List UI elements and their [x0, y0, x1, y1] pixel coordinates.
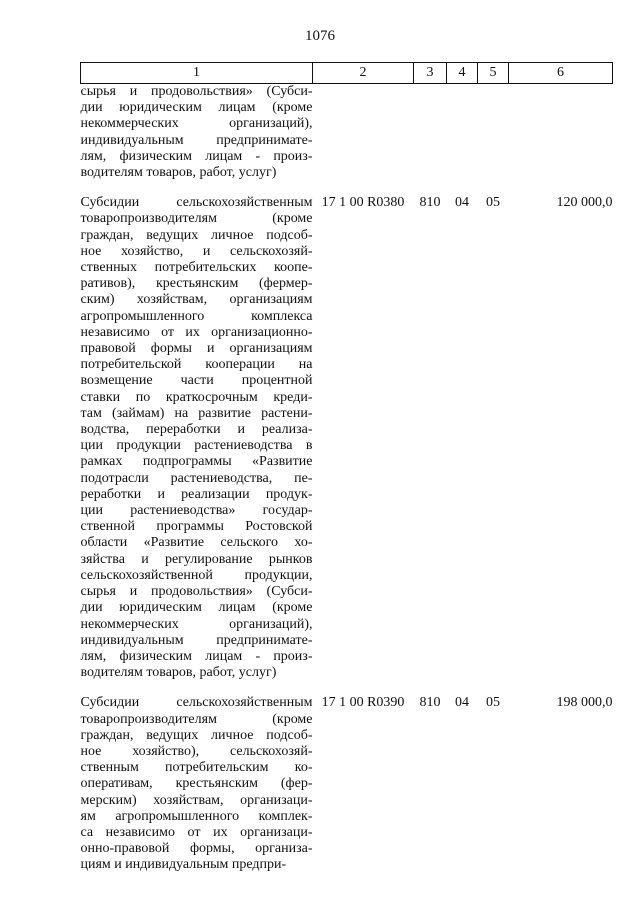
expense-name-line: сельскохозяйственной продукции, — [80, 567, 313, 583]
expense-name-cell — [81, 195, 313, 681]
subsection-code — [478, 84, 509, 182]
expense-name-line: независимо от их организационно- — [80, 324, 313, 340]
column-header: 4 — [447, 63, 478, 84]
subsection-code: 05 — [486, 695, 500, 711]
amount-value: 120 000,0 — [556, 195, 613, 211]
expense-name-line: ям агропромышленного комплек- — [80, 808, 313, 824]
expense-name-line: лям, физическим лицам - произ- — [80, 148, 313, 164]
column-header: 2 — [313, 63, 414, 84]
expense-name-line: циям и индивидуальным предпри- — [80, 857, 287, 873]
table-header-row — [81, 63, 613, 84]
table-row — [81, 195, 613, 681]
expense-name-line: ное хозяйство), сельскохозяй- — [80, 743, 313, 759]
expense-name-line: ное хозяйство, и сельскохозяй- — [80, 243, 313, 259]
expense-name-line: са независимо от их организаци- — [80, 824, 313, 840]
expense-name-line: водителям товаров, работ, услуг) — [80, 165, 277, 181]
expense-name-line: сырья и продовольствия» (Субси- — [80, 84, 313, 99]
expense-name-line: индивидуальным предпринимате- — [80, 132, 313, 148]
expense-name-line: граждан, ведущих личное подсоб- — [80, 727, 313, 743]
expense-name-line: ции продукции растениеводства в — [80, 438, 313, 454]
expense-name-line: индивидуальным предпринимате- — [80, 632, 313, 648]
section-code: 04 — [455, 195, 469, 211]
expense-name-line: ции растениеводства» государ- — [80, 503, 313, 519]
column-header: 3 — [414, 63, 447, 84]
expense-name-line: водителям товаров, работ, услуг) — [80, 665, 277, 681]
expense-name-line: ративов), крестьянским (фермер- — [80, 276, 313, 292]
expense-name-line: некоммерческих организаций), — [80, 616, 313, 632]
expense-type-code: 810 — [419, 195, 441, 211]
expense-name-line: области «Развитие сельского хо- — [80, 535, 313, 551]
expense-name-line: ственных потребительских коопе- — [80, 260, 313, 276]
expense-name-line: потребительской кооперации на — [80, 357, 313, 373]
target-article-code: 17 1 00 R0380 — [321, 195, 405, 211]
expense-name-line: зяйства и регулирование рынков — [80, 551, 313, 567]
expense-name-line: правовой формы и организациям — [80, 341, 313, 357]
expense-name-line: Субсидии сельскохозяйственным — [80, 195, 313, 211]
table-row — [81, 695, 613, 873]
expense-name-line: ственным потребительским ко- — [80, 760, 313, 776]
expense-name-line: там (займам) на развитие растени- — [80, 405, 313, 421]
page-number: 1076 — [305, 28, 335, 44]
section-code: 04 — [455, 695, 469, 711]
amount-value — [509, 84, 613, 182]
table-row — [81, 84, 613, 182]
expense-name-line: ским) хозяйствам, организациям — [80, 292, 313, 308]
target-article-code — [313, 84, 414, 182]
expense-name-line: товаропроизводителям (кроме — [80, 211, 313, 227]
expense-name-line: товаропроизводителям (кроме — [80, 711, 313, 727]
expense-name-line: сырья и продовольствия» (Субси- — [80, 584, 313, 600]
expense-name-line: граждан, ведущих личное подсоб- — [80, 227, 313, 243]
expense-name-cell — [81, 84, 313, 182]
subsection-code: 05 — [486, 195, 500, 211]
expense-name-line: ставки по краткосрочным креди- — [80, 389, 313, 405]
expense-name-line: водства, переработки и реализа- — [80, 422, 313, 438]
expense-name-line: рамках подпрограммы «Развитие — [80, 454, 313, 470]
budget-table — [80, 62, 613, 874]
expense-name-cell — [81, 695, 313, 873]
expense-name-line: мерским) хозяйствам, организаци- — [80, 792, 313, 808]
expense-name-line: дии юридическим лицам (кроме — [80, 100, 313, 116]
column-header: 5 — [478, 63, 509, 84]
amount-value: 198 000,0 — [556, 695, 613, 711]
expense-name-line: реработки и реализации продук- — [80, 486, 313, 502]
expense-name-line: Субсидии сельскохозяйственным — [80, 695, 313, 711]
expense-name-line: ственной программы Ростовской — [80, 519, 313, 535]
expense-name-line: подотрасли растениеводства, пе- — [80, 470, 313, 486]
expense-name-line: лям, физическим лицам - произ- — [80, 648, 313, 664]
expense-type-code: 810 — [419, 695, 441, 711]
column-header: 1 — [81, 63, 313, 84]
expense-name-line: оперативам, крестьянским (фер- — [80, 776, 313, 792]
row-spacer — [81, 181, 613, 195]
expense-name-line: агропромышленного комплекса — [80, 308, 313, 324]
column-header: 6 — [509, 63, 613, 84]
target-article-code: 17 1 00 R0390 — [321, 695, 405, 711]
row-spacer — [81, 681, 613, 695]
expense-name-line: онно-правовой формы, организа- — [80, 841, 313, 857]
section-code — [447, 84, 478, 182]
expense-name-line: некоммерческих организаций), — [80, 116, 313, 132]
expense-name-line: дии юридическим лицам (кроме — [80, 600, 313, 616]
expense-name-line: возмещение части процентной — [80, 373, 313, 389]
expense-type-code — [414, 84, 447, 182]
